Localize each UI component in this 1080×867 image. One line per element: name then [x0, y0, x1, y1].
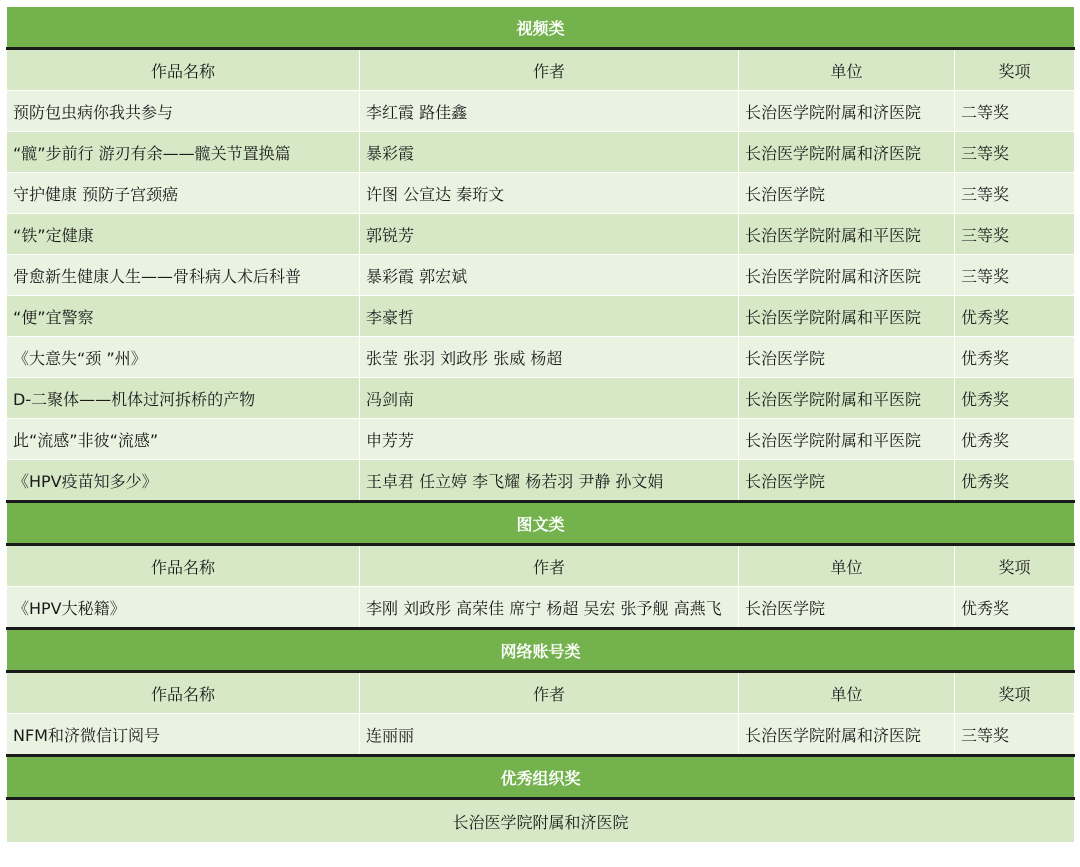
cell-title: NFM和济微信订阅号	[7, 714, 360, 756]
column-header-unit: 单位	[739, 672, 955, 714]
cell-title: 《大意失“颈 ”州》	[7, 337, 360, 378]
cell-unit: 长治医学院附属和济医院	[739, 714, 955, 756]
cell-unit: 长治医学院附属和平医院	[739, 214, 955, 255]
column-header-award: 奖项	[955, 49, 1075, 91]
section-title: 视频类	[7, 7, 1075, 49]
column-header-author: 作者	[360, 49, 739, 91]
table-row	[7, 296, 1075, 337]
cell-award: 二等奖	[955, 91, 1075, 132]
column-header-author: 作者	[360, 545, 739, 587]
column-header-title: 作品名称	[7, 545, 360, 587]
cell-author: 连丽丽	[360, 714, 739, 756]
column-header-award: 奖项	[955, 672, 1075, 714]
cell-award: 三等奖	[955, 173, 1075, 214]
organization-award-value: 长治医学院附属和济医院	[7, 799, 1075, 843]
cell-award: 三等奖	[955, 214, 1075, 255]
cell-unit: 长治医学院附属和平医院	[739, 378, 955, 419]
cell-author: 郭锐芳	[360, 214, 739, 255]
cell-author: 许图 公宣达 秦珩文	[360, 173, 739, 214]
cell-unit: 长治医学院	[739, 460, 955, 502]
table-row	[7, 132, 1075, 173]
cell-title: 《HPV大秘籍》	[7, 587, 360, 629]
cell-award: 三等奖	[955, 714, 1075, 756]
section-title: 网络账号类	[7, 629, 1075, 672]
cell-author: 申芳芳	[360, 419, 739, 460]
cell-unit: 长治医学院附属和平医院	[739, 296, 955, 337]
column-header-title: 作品名称	[7, 49, 360, 91]
cell-title: “便”宜警察	[7, 296, 360, 337]
cell-award: 优秀奖	[955, 378, 1075, 419]
cell-unit: 长治医学院	[739, 173, 955, 214]
section-header-graphic	[7, 502, 1075, 545]
cell-author: 李刚 刘政彤 高荣佳 席宁 杨超 吴宏 张予舰 高燕飞	[360, 587, 739, 629]
cell-unit: 长治医学院	[739, 587, 955, 629]
cell-award: 优秀奖	[955, 460, 1075, 502]
cell-title: 《HPV疫苗知多少》	[7, 460, 360, 502]
cell-author: 暴彩霞	[360, 132, 739, 173]
column-header-title: 作品名称	[7, 672, 360, 714]
column-header-row-graphic	[7, 545, 1075, 587]
cell-award: 优秀奖	[955, 296, 1075, 337]
cell-author: 李豪哲	[360, 296, 739, 337]
table-row	[7, 378, 1075, 419]
organization-award-row	[7, 799, 1075, 843]
cell-author: 暴彩霞 郭宏斌	[360, 255, 739, 296]
column-header-award: 奖项	[955, 545, 1075, 587]
table-row	[7, 337, 1075, 378]
cell-author: 李红霞 路佳鑫	[360, 91, 739, 132]
column-header-row-account	[7, 672, 1075, 714]
cell-title: “铁”定健康	[7, 214, 360, 255]
section-title: 图文类	[7, 502, 1075, 545]
section-header-organization	[7, 756, 1075, 799]
section-header-video	[7, 7, 1075, 49]
cell-unit: 长治医学院附属和济医院	[739, 132, 955, 173]
cell-unit: 长治医学院附属和平医院	[739, 419, 955, 460]
table-row	[7, 714, 1075, 756]
table-row	[7, 91, 1075, 132]
table-row	[7, 587, 1075, 629]
column-header-author: 作者	[360, 672, 739, 714]
table-row	[7, 460, 1075, 502]
cell-award: 三等奖	[955, 255, 1075, 296]
column-header-unit: 单位	[739, 545, 955, 587]
section-header-account	[7, 629, 1075, 672]
table-row	[7, 214, 1075, 255]
table-row	[7, 255, 1075, 296]
cell-author: 张莹 张羽 刘政彤 张威 杨超	[360, 337, 739, 378]
cell-unit: 长治医学院	[739, 337, 955, 378]
cell-title: 预防包虫病你我共参与	[7, 91, 360, 132]
awards-table	[6, 6, 1075, 843]
section-title: 优秀组织奖	[7, 756, 1075, 799]
cell-unit: 长治医学院附属和济医院	[739, 91, 955, 132]
cell-title: D-二聚体——机体过河拆桥的产物	[7, 378, 360, 419]
cell-title: 骨愈新生健康人生——骨科病人术后科普	[7, 255, 360, 296]
cell-award: 优秀奖	[955, 419, 1075, 460]
cell-title: 守护健康 预防子宫颈癌	[7, 173, 360, 214]
table-row	[7, 419, 1075, 460]
cell-award: 优秀奖	[955, 587, 1075, 629]
cell-unit: 长治医学院附属和济医院	[739, 255, 955, 296]
cell-award: 优秀奖	[955, 337, 1075, 378]
cell-title: 此“流感”非彼“流感”	[7, 419, 360, 460]
column-header-row-video	[7, 49, 1075, 91]
awards-table-container	[6, 6, 1074, 843]
cell-title: “髋”步前行 游刃有余——髋关节置换篇	[7, 132, 360, 173]
cell-author: 冯剑南	[360, 378, 739, 419]
column-header-unit: 单位	[739, 49, 955, 91]
cell-author: 王卓君 任立婷 李飞耀 杨若羽 尹静 孙文娟	[360, 460, 739, 502]
table-row	[7, 173, 1075, 214]
cell-award: 三等奖	[955, 132, 1075, 173]
